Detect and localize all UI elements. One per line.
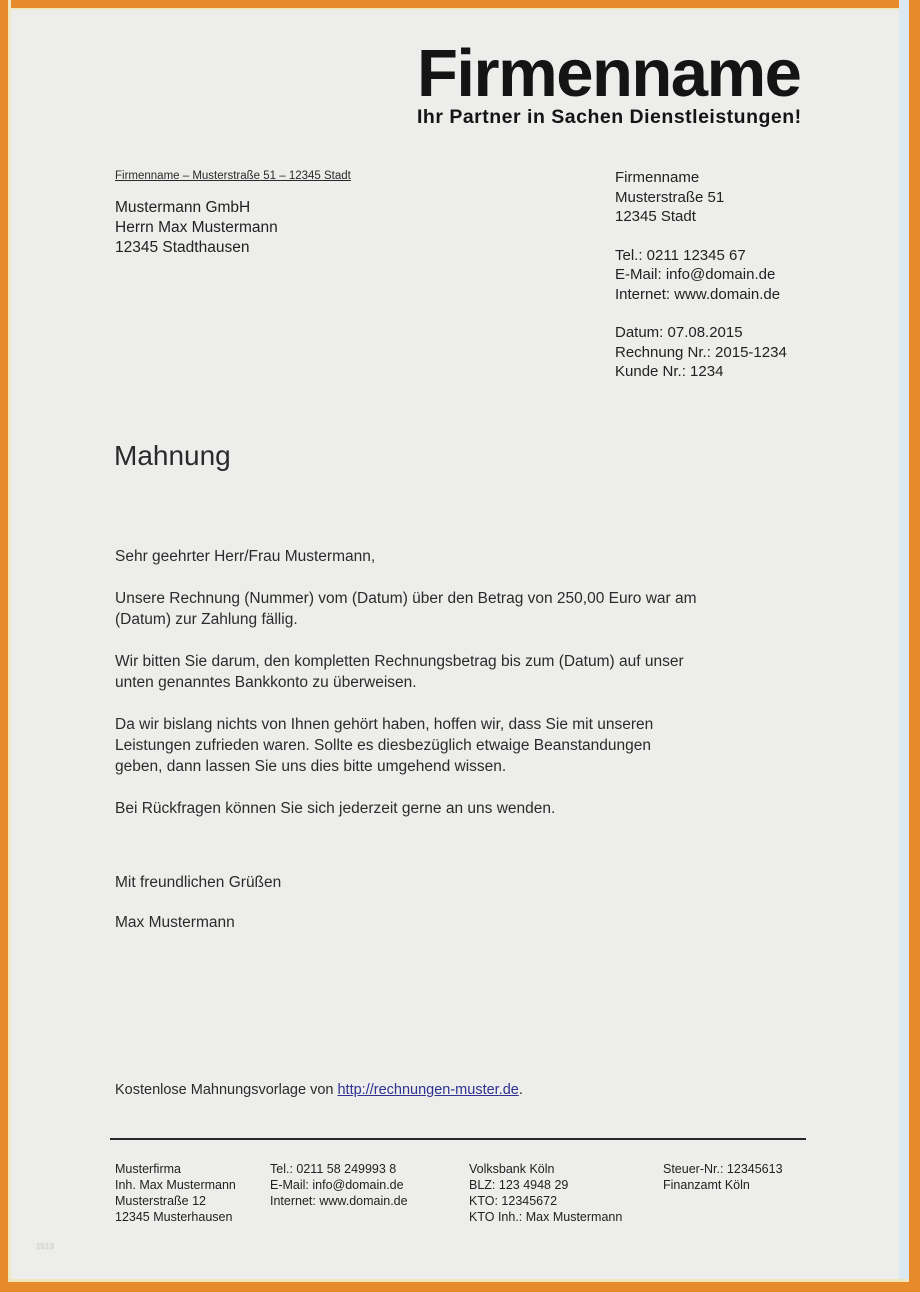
letter-meta-group	[615, 323, 787, 382]
footer-email: E-Mail: info@domain.de	[270, 1178, 404, 1192]
credit-link[interactable]: http://rechnungen-muster.de	[337, 1082, 519, 1098]
footer-company-column	[115, 1161, 236, 1225]
footer-tax-column	[663, 1161, 783, 1193]
letter-subject: Mahnung	[114, 440, 231, 471]
sender-phone: Tel.: 0211 12345 67	[615, 246, 746, 264]
footer-divider	[110, 1138, 806, 1140]
footer-account-holder: KTO Inh.: Max Mustermann	[469, 1210, 623, 1224]
body-paragraph: Da wir bislang nichts von Ihnen gehört haben, hoffen wir, dass Sie mit unseren Leistungen zufrieden waren. Sollte es diesbezüglich etwaige Beanstandungen geben, dann lassen Sie uns dies bitte umgehend wissen.	[115, 716, 654, 775]
footer-blz: BLZ: 123 4948 29	[469, 1178, 569, 1192]
frame-bottom	[0, 1282, 920, 1292]
customer-number: Kunde Nr.: 1234	[615, 363, 724, 380]
frame-top	[0, 0, 920, 8]
body-paragraph: Bei Rückfragen können Sie sich jederzeit gerne an uns wenden.	[115, 800, 556, 817]
frame-left	[0, 0, 8, 1292]
footer-account: KTO: 12345672	[469, 1194, 558, 1208]
bottom-left-mark: 1513	[36, 1242, 54, 1251]
footer-bank-column	[469, 1161, 622, 1225]
credit-suffix: .	[518, 1082, 523, 1098]
footer-tax-office: Finanzamt Köln	[663, 1178, 750, 1192]
footer-phone: Tel.: 0211 58 249993 8	[270, 1162, 397, 1176]
footer-company-name: Musterfirma	[115, 1162, 181, 1176]
company-logo	[417, 36, 817, 128]
sender-info-block	[615, 168, 787, 401]
closing-salutation: Mit freundlichen Grüßen	[115, 874, 282, 891]
footer-bank-name: Volksbank Köln	[469, 1162, 555, 1176]
recipient-line: Mustermann GmbH	[115, 199, 251, 216]
letter-body	[115, 546, 815, 840]
salutation: Sehr geehrter Herr/Frau Mustermann,	[115, 548, 376, 565]
company-logo-tagline: Ihr Partner in Sachen Dienstleistungen!	[417, 106, 802, 128]
footer-owner: Inh. Max Mustermann	[115, 1178, 236, 1192]
recipient-line: Herrn Max Mustermann	[115, 219, 278, 236]
frame-right-strip	[899, 0, 909, 1292]
recipient-line: 12345 Stadthausen	[115, 239, 250, 256]
footer-city: 12345 Musterhausen	[115, 1210, 233, 1224]
frame-left-hairline	[8, 0, 11, 1292]
sender-address-line: Firmenname	[615, 169, 700, 186]
recipient-address-block	[115, 198, 278, 258]
sender-address-line: 12345 Stadt	[615, 208, 696, 225]
signature-name: Max Mustermann	[115, 914, 235, 931]
sender-contact-group	[615, 246, 787, 305]
template-credit-line	[115, 1082, 523, 1098]
footer-contact-column	[270, 1161, 408, 1209]
footer-street: Musterstraße 12	[115, 1194, 207, 1208]
letter-date: Datum: 07.08.2015	[615, 324, 743, 341]
return-address-line: Firmenname – Musterstraße 51 – 12345 Stadt	[115, 170, 351, 182]
body-paragraph: Wir bitten Sie darum, den kompletten Rechnungsbetrag bis zum (Datum) auf unser unten genanntes Bankkonto zu überweisen.	[115, 653, 684, 691]
sender-website: Internet: www.domain.de	[615, 285, 781, 303]
footer-tax-number: Steuer-Nr.: 12345613	[663, 1162, 783, 1176]
sender-address-group	[615, 168, 787, 227]
body-paragraph: Unsere Rechnung (Nummer) vom (Datum) über den Betrag von 250,00 Euro war am (Datum) zur Zahlung fällig.	[115, 590, 697, 628]
credit-prefix: Kostenlose Mahnungsvorlage von	[115, 1082, 338, 1098]
frame-top-hairline	[0, 8, 920, 10]
frame-right	[909, 0, 920, 1292]
company-logo-name: Firmenname	[417, 36, 801, 111]
sender-email: E-Mail: info@domain.de	[615, 266, 776, 283]
sender-address-line: Musterstraße 51	[615, 188, 725, 206]
invoice-number: Rechnung Nr.: 2015-1234	[615, 343, 787, 361]
footer-website: Internet: www.domain.de	[270, 1194, 408, 1208]
